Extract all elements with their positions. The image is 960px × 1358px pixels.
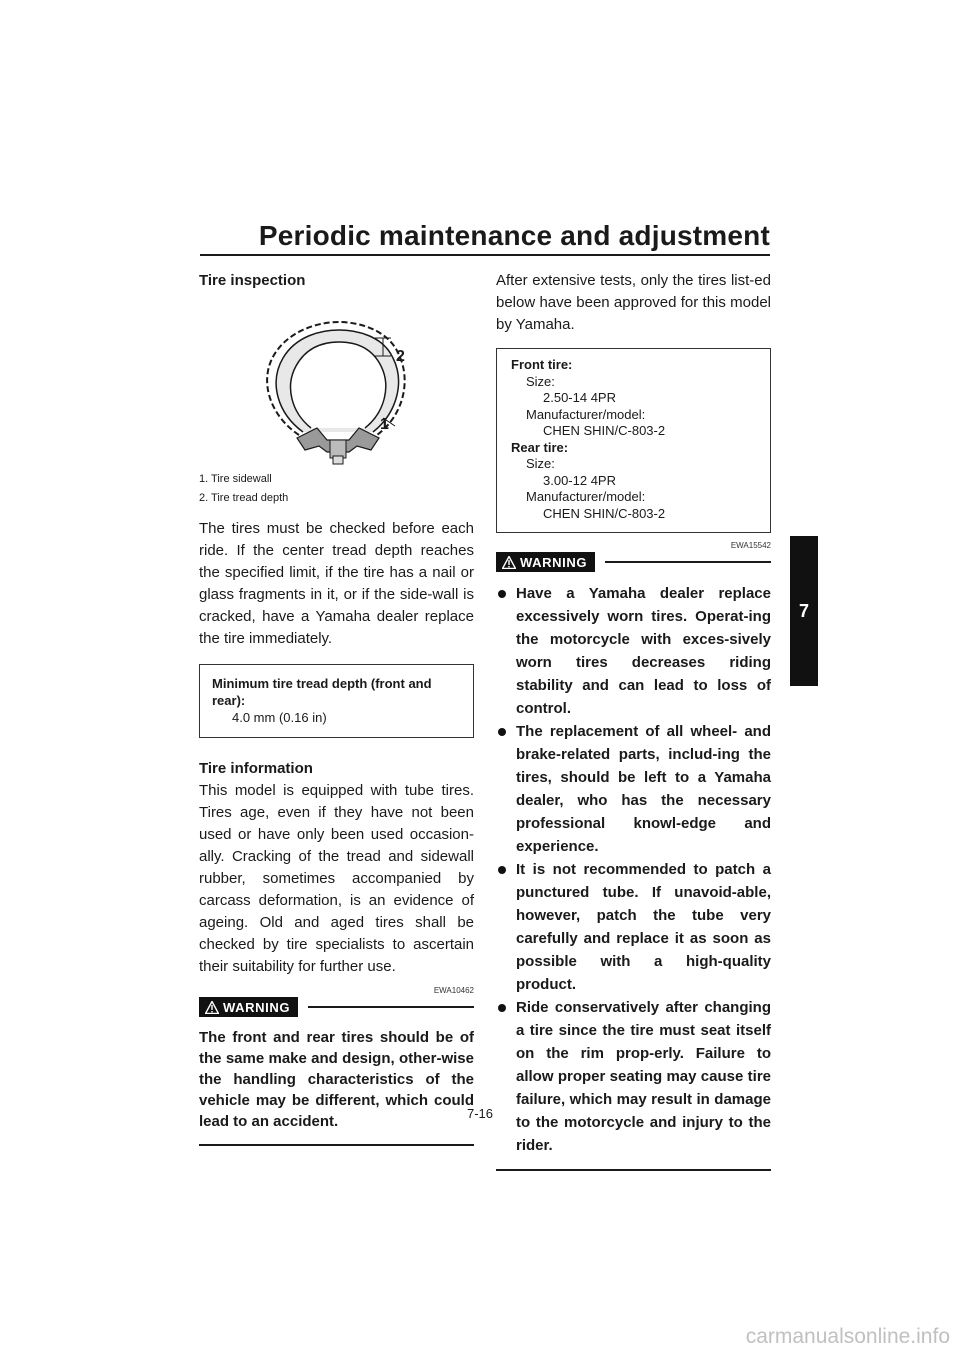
front-size-value: 2.50-14 4PR xyxy=(543,390,616,405)
warning-rule xyxy=(605,561,771,563)
approved-tires-box xyxy=(496,348,771,533)
warning-badge xyxy=(496,552,595,572)
front-size-label: Size: xyxy=(526,373,555,389)
figure-captions xyxy=(199,470,474,508)
title-rule xyxy=(200,254,770,256)
page-number: 7-16 xyxy=(466,1106,494,1121)
rear-size-value: 3.00-12 4PR xyxy=(543,472,616,488)
warning-list xyxy=(496,582,771,1157)
warning-badge xyxy=(199,997,298,1017)
rear-model-value: CHEN SHIN/C-803-2 xyxy=(543,505,666,521)
warning-triangle-icon xyxy=(502,556,516,569)
spec-label: Minimum tire tread depth (front and rear): xyxy=(212,676,432,708)
warning-end-rule xyxy=(199,1144,474,1146)
warning-rule xyxy=(308,1006,474,1008)
tire-cross-section-illustration xyxy=(199,300,459,466)
warning-text: The front and rear tires should be of the same make and design, other-wise the handling characteristics of the vehicle may be different, which could lead to an accident. xyxy=(199,1029,474,1130)
warning-label: WARNING xyxy=(223,999,291,1015)
chapter-tab: 7 xyxy=(790,536,818,686)
inspection-paragraph: The tires must be checked before each ride. If the center tread depth reaches the specified limit, if the tire has a nail or glass fragments in it, or if the side-wall is cracked, have a Yamaha dealer replace the tire immediately. xyxy=(199,520,474,647)
warning-code: EWA10462 xyxy=(433,986,474,995)
rear-tire-label: Rear tire: xyxy=(511,439,569,455)
warning-code: EWA15542 xyxy=(730,541,771,550)
warning-item: Have a Yamaha dealer replace excessively worn tires. Operat-ing the motorcycle with exces-sively worn tires decreases riding stability and can lead to loss of control. xyxy=(496,582,771,720)
caption-tire-sidewall: 1. Tire sidewall xyxy=(199,473,272,485)
section-heading-tire-inspection: Tire inspection xyxy=(199,272,306,289)
page-title: Periodic maintenance and adjustment xyxy=(258,220,770,251)
callout-1: 1 xyxy=(380,416,389,433)
warning-header xyxy=(199,997,474,1017)
front-model-value: CHEN SHIN/C-803-2 xyxy=(543,423,666,438)
section-heading-tire-information: Tire information xyxy=(199,760,313,777)
warning-header xyxy=(496,552,771,572)
callout-2: 2 xyxy=(396,348,405,365)
front-mfr-label: Manufacturer/model: xyxy=(526,406,646,422)
caption-tire-tread-depth: 2. Tire tread depth xyxy=(199,492,289,504)
tread-depth-spec-box xyxy=(199,664,474,738)
warning-triangle-icon xyxy=(205,1001,219,1014)
approved-tires-intro: After extensive tests, only the tires list-ed below have been approved for this model by Yamaha. xyxy=(496,272,771,333)
warning-label: WARNING xyxy=(520,554,588,570)
right-column xyxy=(496,270,771,1171)
warning-end-rule xyxy=(496,1169,771,1171)
front-tire-label: Front tire: xyxy=(511,357,573,372)
left-column xyxy=(199,270,474,1146)
tire-figure xyxy=(199,300,474,466)
warning-item: The replacement of all wheel- and brake-related parts, includ-ing the tires, should be left to a Yamaha dealer, who has the necessary professional knowl-edge and experience. xyxy=(496,720,771,858)
spec-value: 4.0 mm (0.16 in) xyxy=(232,710,327,725)
rear-size-label: Size: xyxy=(526,456,555,471)
tire-information-paragraph: This model is equipped with tube tires. Tires age, even if they have not been used or have only been used occasion-ally. Cracking of the tread and sidewall rubber, sometimes accompanied by carcass deformation, is an evidence of ageing. Old and aged tires shall be checked by tire specialists to ascertain their suitability for further use. xyxy=(199,782,474,975)
warning-item: It is not recommended to patch a punctured tube. If unavoid-able, however, patch the tube very carefully and replace it as soon as possible with a high-quality product. xyxy=(496,858,771,996)
rear-mfr-label: Manufacturer/model: xyxy=(526,489,646,504)
watermark: carmanualsonline.info xyxy=(745,1325,950,1348)
warning-item: Ride conservatively after changing a tire since the tire must seat itself on the rim prop-erly. Failure to allow proper seating may cause tire failure, which may result in damage to the motorcycle and injury to the rider. xyxy=(496,996,771,1157)
